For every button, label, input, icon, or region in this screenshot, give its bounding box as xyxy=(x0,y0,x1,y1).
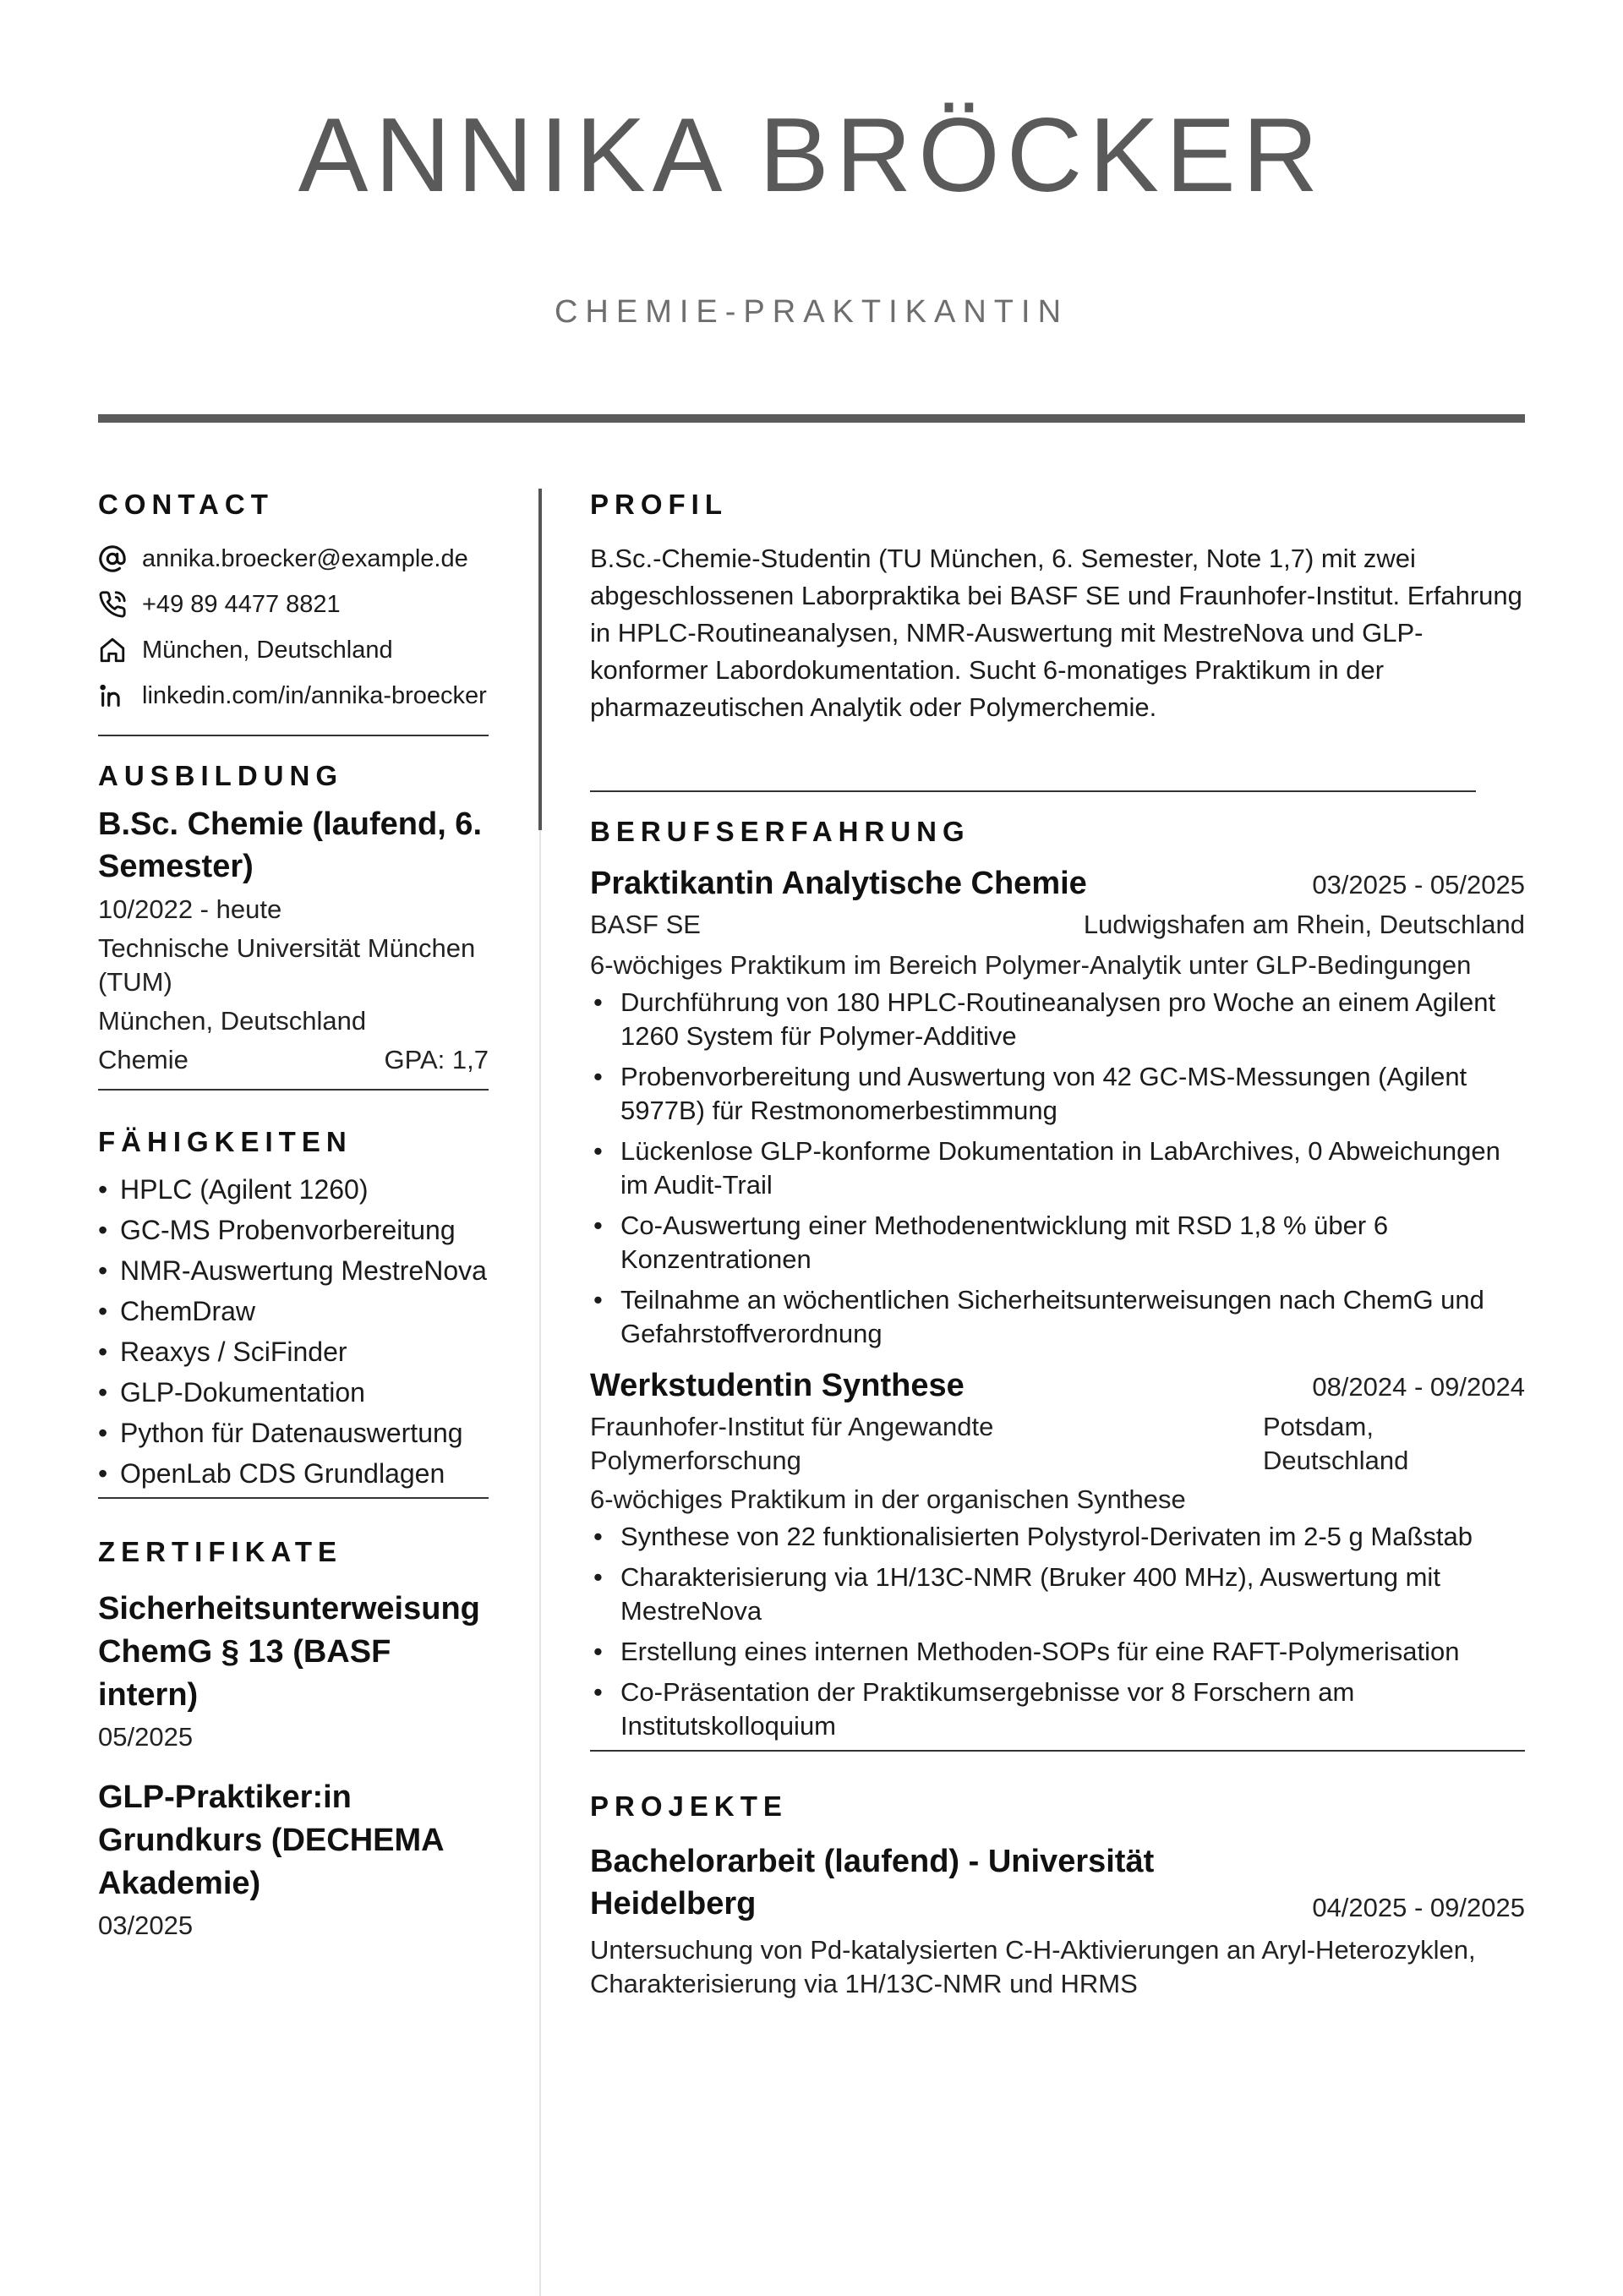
job-entry xyxy=(590,1364,1525,1743)
certificate-date: 03/2025 xyxy=(98,1911,194,1940)
contact-phone[interactable] xyxy=(98,588,489,621)
skill-item: • ChemDraw xyxy=(98,1294,489,1328)
education-location: München, Deutschland xyxy=(98,1006,367,1036)
contact-linkedin-text: linkedin.com/in/annika-broecker xyxy=(142,682,487,709)
skills-heading: FÄHIGKEITEN xyxy=(98,1126,352,1157)
education-heading: AUSBILDUNG xyxy=(98,760,343,791)
job-company: BASF SE xyxy=(590,910,701,939)
section-divider xyxy=(98,735,489,736)
job-period: 03/2025 - 05/2025 xyxy=(1312,870,1525,899)
job-company: Fraunhofer-Institut für Angewandte Polymerforschung xyxy=(590,1412,994,1475)
project-description: Untersuchung von Pd-katalysierten C-H-Aktivierungen an Aryl-Heterozyklen, Charakterisierung via 1H/13C-NMR und HRMS xyxy=(590,1935,1476,1998)
projects-heading: PROJEKTE xyxy=(590,1790,788,1822)
profile-section xyxy=(590,490,1525,726)
job-title: Werkstudentin Synthese xyxy=(590,1368,965,1403)
education-field-row xyxy=(98,1043,489,1077)
job-entry xyxy=(590,862,1525,1351)
job-period: 08/2024 - 09/2024 xyxy=(1312,1372,1525,1402)
job-bullets xyxy=(590,1520,1525,1743)
home-icon xyxy=(98,633,142,667)
projects-section xyxy=(590,1792,1525,2001)
contact-list xyxy=(98,542,489,713)
contact-location-text: München, Deutschland xyxy=(142,637,393,664)
job-bullet: • Durchführung von 180 HPLC-Routineanalysen pro Woche an einem Agilent 1260 System für Polymer-Additive xyxy=(590,986,1525,1053)
skill-item: • NMR-Auswertung MestreNova xyxy=(98,1254,489,1287)
education-field: Chemie xyxy=(98,1045,189,1074)
job-location: Potsdam, Deutschland xyxy=(1263,1412,1409,1475)
contact-phone-text: +49 89 4477 8821 xyxy=(142,591,341,618)
experience-heading: BERUFSERFAHRUNG xyxy=(590,816,970,847)
project-title: Bachelorarbeit (laufend) - Universität Heidelberg xyxy=(590,1844,1155,1922)
at-icon xyxy=(98,542,142,576)
column-divider xyxy=(538,489,542,830)
job-description: 6-wöchiges Praktikum in der organischen Synthese xyxy=(590,1484,1186,1514)
certificate-title: Sicherheitsunterweisung ChemG § 13 (BASF intern) xyxy=(98,1591,480,1713)
skills-list xyxy=(98,1173,489,1490)
contact-location xyxy=(98,633,489,667)
education-section xyxy=(98,762,489,1077)
project-header xyxy=(590,1840,1525,1925)
job-header xyxy=(590,1364,1525,1407)
job-company-row xyxy=(590,1410,1525,1478)
linkedin-icon xyxy=(98,679,142,713)
job-bullet: • Charakterisierung via 1H/13C-NMR (Bruker 400 MHz), Auswertung mit MestreNova xyxy=(590,1561,1525,1628)
skill-item: • Python für Datenauswertung xyxy=(98,1416,489,1450)
job-location: Ludwigshafen am Rhein, Deutschland xyxy=(1083,910,1525,939)
job-title: Praktikantin Analytische Chemie xyxy=(590,866,1087,901)
project-period: 04/2025 - 09/2025 xyxy=(1312,1893,1525,1922)
certificate-item xyxy=(98,1588,489,1754)
skill-item: • GC-MS Probenvorbereitung xyxy=(98,1213,489,1247)
header-divider xyxy=(98,414,1525,423)
certificates-section xyxy=(98,1538,489,1943)
contact-email[interactable] xyxy=(98,542,489,576)
skill-item: • OpenLab CDS Grundlagen xyxy=(98,1457,489,1490)
certificate-date: 05/2025 xyxy=(98,1722,194,1752)
job-subtitle: CHEMIE-PRAKTIKANTIN xyxy=(554,294,1069,330)
contact-linkedin[interactable] xyxy=(98,679,489,713)
job-bullet: • Probenvorbereitung und Auswertung von 42 GC-MS-Messungen (Agilent 5977B) für Restmonomerbestimmung xyxy=(590,1060,1525,1128)
job-bullet: • Teilnahme an wöchentlichen Sicherheitsunterweisungen nach ChemG und Gefahrstoffverordnung xyxy=(590,1283,1525,1351)
left-column xyxy=(98,490,489,1943)
section-divider xyxy=(98,1497,489,1499)
job-bullet: • Lückenlose GLP-konforme Dokumentation in LabArchives, 0 Abweichungen im Audit-Trail xyxy=(590,1134,1525,1202)
education-degree: B.Sc. Chemie (laufend, 6. Semester) xyxy=(98,806,482,884)
job-bullet: • Erstellung eines internen Methoden-SOPs für eine RAFT-Polymerisation xyxy=(590,1635,1525,1669)
phone-icon xyxy=(98,588,142,621)
contact-heading: CONTACT xyxy=(98,489,274,520)
education-period: 10/2022 - heute xyxy=(98,894,282,924)
certificates-heading: ZERTIFIKATE xyxy=(98,1536,343,1567)
job-bullet: • Synthese von 22 funktionalisierten Polystyrol-Derivaten im 2-5 g Maßstab xyxy=(590,1520,1525,1554)
skill-item: • Reaxys / SciFinder xyxy=(98,1335,489,1369)
job-bullet: • Co-Auswertung einer Methodenentwicklung mit RSD 1,8 % über 6 Konzentrationen xyxy=(590,1209,1525,1276)
column-divider-light xyxy=(539,830,541,2296)
contact-section xyxy=(98,490,489,713)
skill-item: • GLP-Dokumentation xyxy=(98,1375,489,1409)
section-divider xyxy=(590,1750,1525,1752)
section-divider xyxy=(98,1089,489,1091)
experience-section xyxy=(590,817,1525,1743)
project-entry xyxy=(590,1840,1525,2001)
job-company-row xyxy=(590,908,1525,942)
profile-heading: PROFIL xyxy=(590,489,728,520)
education-gpa: GPA: 1,7 xyxy=(384,1045,489,1074)
candidate-name: ANNIKA BRÖCKER xyxy=(298,97,1325,214)
job-bullets xyxy=(590,986,1525,1351)
right-column xyxy=(590,490,1525,2001)
job-description: 6-wöchiges Praktikum im Bereich Polymer-Analytik unter GLP-Bedingungen xyxy=(590,950,1472,980)
job-header xyxy=(590,862,1525,905)
skill-item: • HPLC (Agilent 1260) xyxy=(98,1173,489,1206)
certificate-title: GLP-Praktiker:in Grundkurs (DECHEMA Akademie) xyxy=(98,1779,444,1901)
job-bullet: • Co-Präsentation der Praktikumsergebnisse vor 8 Forschern am Institutskolloquium xyxy=(590,1676,1525,1743)
section-divider xyxy=(590,790,1476,792)
profile-summary: B.Sc.-Chemie-Studentin (TU München, 6. Semester, Note 1,7) mit zwei abgeschlossenen Laborpraktika bei BASF SE und Fraunhofer-Institut. Erfahrung in HPLC-Routineanalysen, NMR-Auswertung mit MestreNova und GLP-konformer Labordokumentation. Sucht 6-monatiges Praktikum in der pharmazeutischen Analytik oder Polymerchemie. xyxy=(590,544,1522,722)
certificate-item xyxy=(98,1776,489,1943)
skills-section xyxy=(98,1128,489,1490)
contact-email-text: annika.broecker@example.de xyxy=(142,545,468,572)
education-institution: Technische Universität München (TUM) xyxy=(98,933,476,997)
